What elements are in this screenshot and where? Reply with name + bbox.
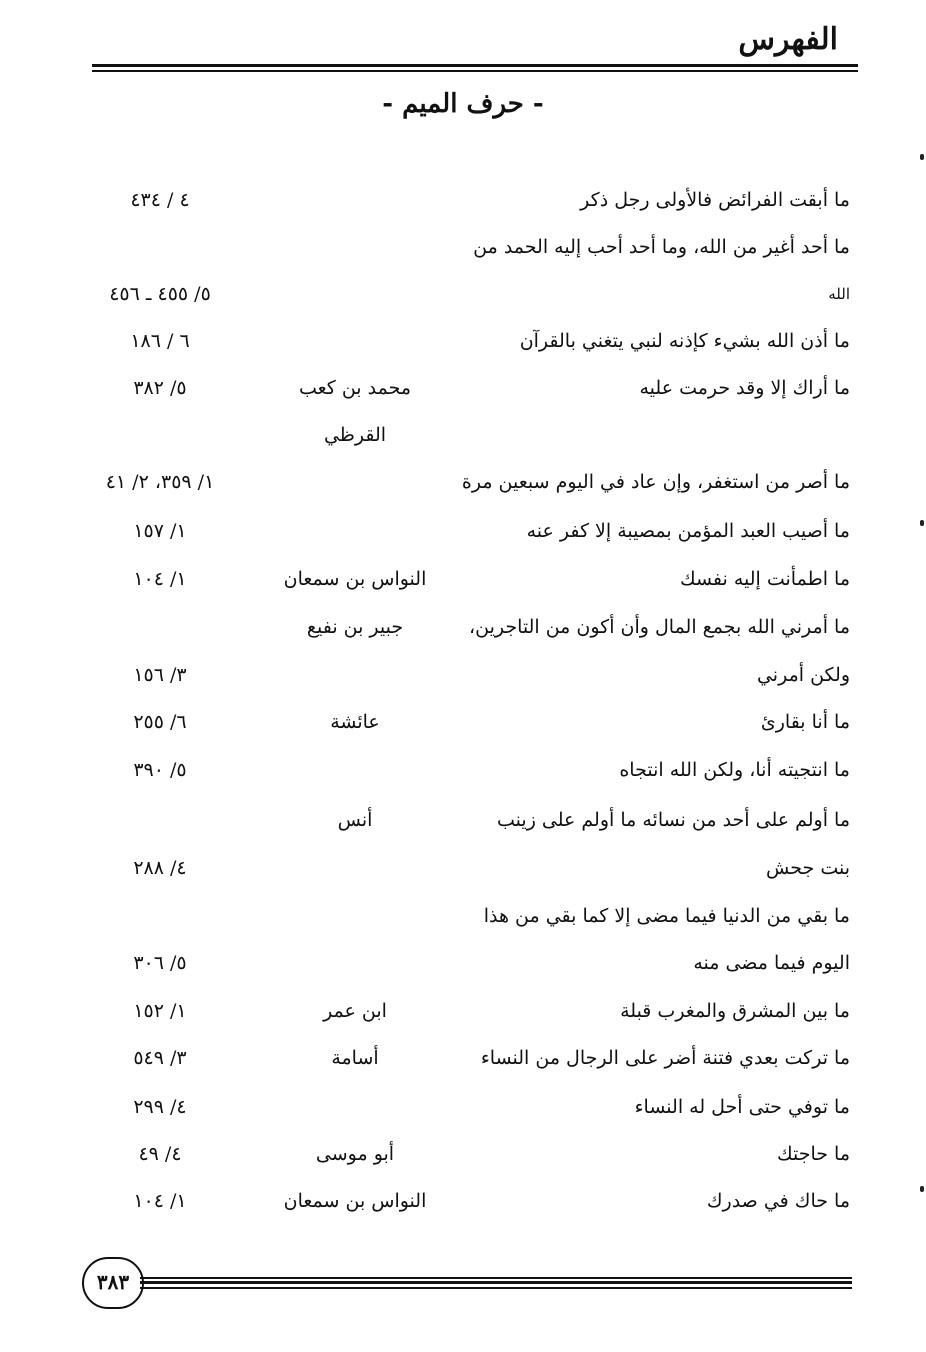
footer-rule-thick [140, 1281, 852, 1284]
header-title: الفهرس [738, 22, 838, 57]
entry-reference: ٥/ ٤٥٥ ـ ٤٥٦ [109, 283, 211, 305]
entry-reference: ٥/ ٣٨٢ [133, 377, 187, 399]
entry-narrator [240, 652, 470, 699]
entry-text: اليوم فيما مضى منه [693, 952, 850, 974]
entry-narrator: النواس بن سمعان [283, 568, 427, 590]
entry-text: بنت جحش [766, 857, 850, 879]
index-row [0, 459, 926, 506]
entry-reference: ٣/ ٥٤٩ [133, 1047, 187, 1069]
entry-text: ما أمرني الله بجمع المال وأن أكون من التاجرين، [468, 616, 850, 638]
entry-reference [70, 893, 250, 940]
section-title: - حرف الميم - [382, 89, 544, 119]
entry-reference: ٦ / ١٨٦ [130, 330, 190, 352]
index-row [0, 604, 926, 651]
index-row [0, 747, 926, 794]
entry-narrator: عائشة [330, 711, 380, 733]
entry-narrator [240, 508, 470, 555]
index-row [0, 988, 926, 1035]
entry-narrator: ابن عمر [323, 1000, 387, 1022]
entry-narrator: محمد بن كعب [298, 377, 412, 399]
entry-narrator [240, 271, 470, 318]
entry-reference: ٤/ ٤٩ [138, 1143, 182, 1165]
entry-text: ما أصيب العبد المؤمن بمصيبة إلا كفر عنه [526, 520, 850, 542]
entry-text [450, 412, 850, 459]
index-row [0, 1084, 926, 1131]
footer-rule-thin [140, 1277, 852, 1279]
entry-reference: ١/ ١٥٧ [133, 520, 187, 542]
footer-rule-thin-lower [140, 1287, 852, 1289]
entry-reference: ٤/ ٢٩٩ [133, 1096, 187, 1118]
entry-narrator [240, 747, 470, 794]
entry-reference: ١/ ٣٥٩، ٢/ ٤١ [105, 471, 215, 493]
entry-narrator [240, 318, 470, 365]
index-row [0, 797, 926, 844]
entry-narrator [240, 224, 470, 271]
entry-text: ما حاجتك [776, 1143, 850, 1165]
index-row [0, 845, 926, 892]
entry-reference: ٥/ ٣٠٦ [133, 952, 187, 974]
entry-narrator [240, 459, 470, 506]
entry-reference: ٣/ ١٥٦ [133, 664, 187, 686]
entry-text: ما أصر من استغفر، وإن عاد في اليوم سبعين مرة [461, 471, 850, 493]
entry-text: ما اطمأنت إليه نفسك [679, 568, 850, 590]
index-row [0, 412, 926, 459]
entry-reference [70, 797, 250, 844]
entry-narrator: أبو موسى [315, 1143, 395, 1165]
entry-reference: ١/ ١٠٤ [133, 1190, 187, 1212]
entry-narrator [240, 845, 470, 892]
entry-text: ما أذن الله بشيء كإذنه لنبي يتغني بالقرآن [519, 330, 850, 352]
page-number: ٣٨٣ [82, 1257, 144, 1309]
entry-text: ما بقي من الدنيا فيما مضى إلا كما بقي من هذا [483, 905, 850, 927]
index-row [0, 365, 926, 412]
entry-narrator [240, 1084, 470, 1131]
entry-text: ما تركت بعدي فتنة أضر على الرجال من النساء [480, 1047, 850, 1069]
entry-text: ما أحد أغير من الله، وما أحد أحب إليه الحمد من [473, 236, 850, 258]
entry-reference: ٤ / ٤٣٤ [130, 189, 190, 211]
index-row [0, 940, 926, 987]
margin-mark [920, 154, 924, 160]
margin-mark [920, 520, 924, 526]
entry-reference [70, 604, 250, 651]
entry-narrator: النواس بن سمعان [283, 1190, 427, 1212]
index-row [0, 1131, 926, 1178]
index-row [0, 652, 926, 699]
entry-text: ما انتجيته أنا، ولكن الله انتجاه [619, 759, 850, 781]
entry-text: ما حاك في صدرك [706, 1190, 850, 1212]
index-row [0, 699, 926, 746]
entry-text: ولكن أمرني [756, 664, 850, 686]
entry-text: ما أبقت الفرائض فالأولى رجل ذكر [580, 189, 850, 211]
index-row [0, 556, 926, 603]
entry-reference: ٦/ ٢٥٥ [133, 711, 187, 733]
index-row [0, 318, 926, 365]
index-row [0, 1178, 926, 1225]
entry-reference: ٤/ ٢٨٨ [133, 857, 187, 879]
margin-mark [920, 1186, 924, 1192]
entry-reference: ١/ ١٥٢ [133, 1000, 187, 1022]
entry-text: ما أنا بقارئ [760, 711, 850, 733]
entry-reference [70, 412, 250, 459]
entry-narrator: جبير بن نفيع [306, 616, 404, 638]
entry-text: ما أراك إلا وقد حرمت عليه [639, 377, 850, 399]
index-row [0, 271, 926, 318]
entry-text: الله [828, 285, 850, 303]
entry-reference: ١/ ١٠٤ [133, 568, 187, 590]
entry-text: ما بين المشرق والمغرب قبلة [620, 1000, 850, 1022]
entry-narrator [240, 940, 470, 987]
index-row [0, 508, 926, 555]
entry-reference [70, 224, 250, 271]
entry-narrator [240, 177, 470, 224]
entry-narrator: القرظي [323, 424, 387, 446]
index-row [0, 177, 926, 224]
entry-reference: ٥/ ٣٩٠ [133, 759, 187, 781]
entry-text: ما أولم على أحد من نسائه ما أولم على زينب [497, 809, 850, 831]
index-row [0, 1035, 926, 1082]
entry-narrator: أسامة [331, 1047, 379, 1069]
entry-narrator: أنس [337, 809, 373, 831]
index-row [0, 224, 926, 271]
entry-narrator [240, 893, 470, 940]
index-row [0, 893, 926, 940]
entry-text: ما توفي حتى أحل له النساء [634, 1096, 850, 1118]
